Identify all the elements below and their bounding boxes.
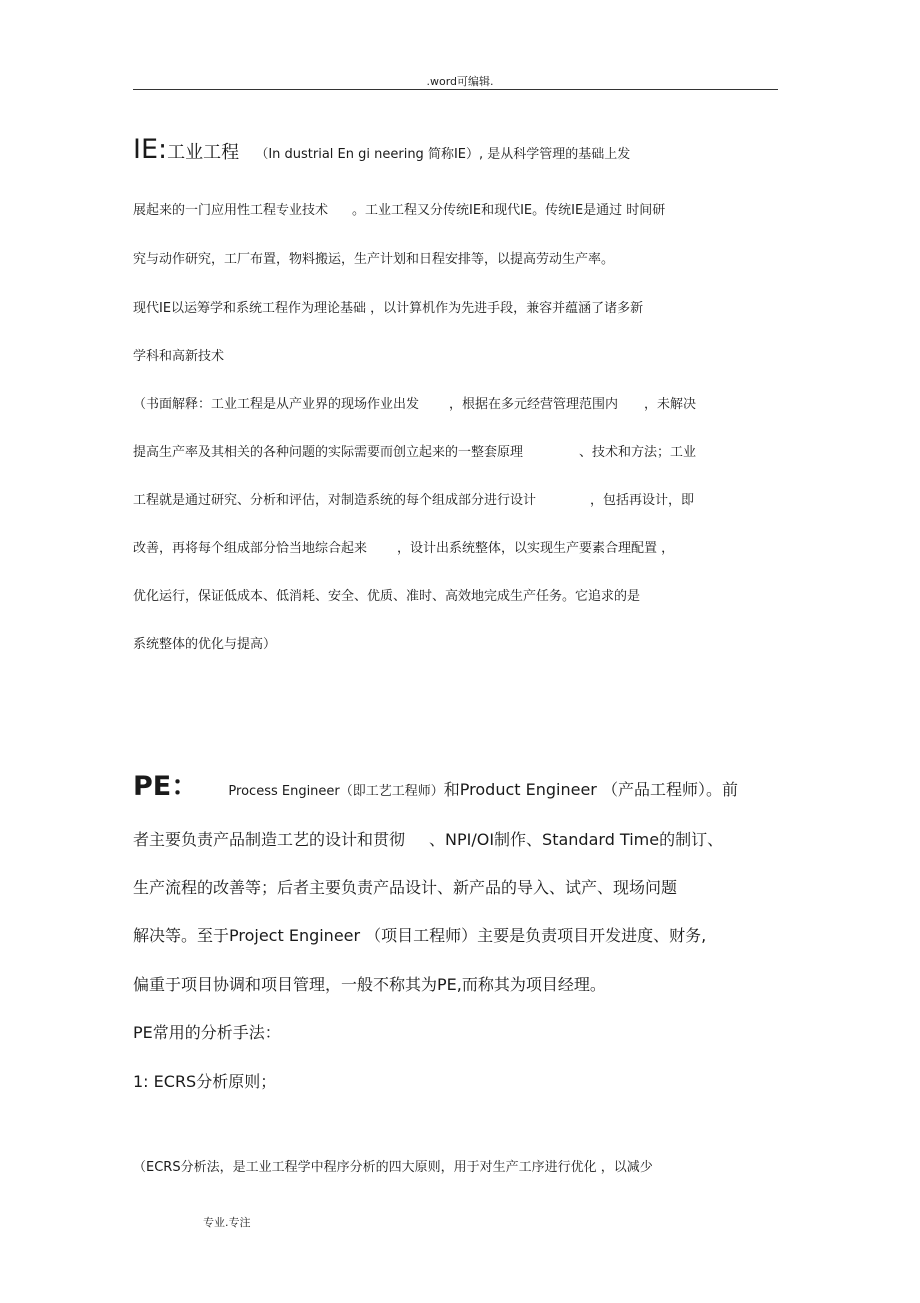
ie-text: 、技术和方法；工业: [579, 445, 697, 460]
pe-paragraph-line-8: （ECRS分析法，是工业工程学中程序分析的四大原则，用于对生产工序进行优化 ，以减少: [133, 1160, 653, 1175]
ie-text: ，未解决: [644, 397, 697, 412]
pe-text: 者主要负责产品制造工艺的设计和贯彻: [133, 830, 406, 849]
page-footer: 专业.专注: [203, 1216, 251, 1229]
ie-heading-line: [133, 134, 630, 165]
ie-paragraph-line-3: 究与动作研究，工厂布置，物料搬运，生产计划和日程安排等，以提高劳动生产率。: [133, 252, 615, 267]
ie-title-cn: 工业工程: [167, 142, 240, 163]
header-divider: [133, 89, 778, 90]
pe-heading-line: [133, 764, 738, 803]
pe-paragraph-line-6: PE常用的分析手法：: [133, 1023, 281, 1042]
ie-title: IE:: [133, 134, 168, 165]
pe-paragraph-line-5: 偏重于项目协调和项目管理，一般不称其为PE,而称其为项目经理。: [133, 975, 606, 994]
ie-paragraph-line-2: [133, 199, 665, 218]
ie-text: 提高生产率及其相关的各种问题的实际需要而创立起来的一整套原理: [133, 445, 524, 460]
ie-full-name: （In dustrial En gi neering 简称IE）: [255, 147, 479, 162]
ie-text: ，根据在多元经营管理范围内: [449, 397, 619, 412]
ie-text: ，设计出系统整体，以实现生产要素合理配置 ，: [397, 541, 675, 556]
pe-title: PE：: [133, 771, 199, 802]
ie-text: 工程就是通过研究、分析和评估，对制造系统的每个组成部分进行设计: [133, 493, 537, 508]
ie-paragraph-line-11: 系统整体的优化与提高）: [133, 637, 277, 652]
page-header: .word可编辑.: [426, 75, 494, 88]
ie-text: 改善，再将每个组成部分恰当地综合起来: [133, 541, 368, 556]
ie-text: 展起来的一门应用性工程专业技术: [133, 203, 329, 218]
ie-text: 。工业工程又分传统IE和现代IE。传统IE是通过 时间研: [352, 203, 666, 218]
pe-process-engineer: Process Engineer（即工艺工程师）: [228, 784, 444, 799]
ie-text: ，包括再设计，即: [590, 493, 695, 508]
pe-paragraph-line-3: 生产流程的改善等；后者主要负责产品设计、新产品的导入、试产、现场问题: [133, 878, 678, 897]
ie-text: （书面解释：工业工程是从产业界的现场作业出发: [133, 397, 420, 412]
ie-paragraph-line-4: 现代IE以运筹学和系统工程作为理论基础 ，以计算机作为先进手段，兼容并蕴涵了诸多新: [133, 301, 644, 316]
ie-paragraph-line-6: [133, 393, 696, 412]
ie-paragraph-line-9: [133, 537, 674, 556]
pe-text: 、NPI/OI制作、Standard Time的制订、: [429, 830, 724, 849]
ie-paragraph-line-7: [133, 441, 696, 460]
ie-paragraph-line-10: 优化运行，保证低成本、低消耗、安全、优质、准时、高效地完成生产任务。它追求的是: [133, 589, 641, 604]
pe-paragraph-line-7: 1: ECRS分析原则；: [133, 1072, 277, 1091]
pe-paragraph-line-2: [133, 827, 723, 850]
pe-paragraph-line-4: 解决等。至于Project Engineer （项目工程师）主要是负责项目开发进度、财务,: [133, 926, 707, 945]
ie-definition-start: , 是从科学管理的基础上发: [479, 147, 631, 162]
ie-paragraph-line-5: 学科和高新技术: [133, 349, 225, 364]
ie-paragraph-line-8: [133, 489, 694, 508]
pe-product-engineer: 和Product Engineer （产品工程师）。前: [443, 780, 738, 799]
